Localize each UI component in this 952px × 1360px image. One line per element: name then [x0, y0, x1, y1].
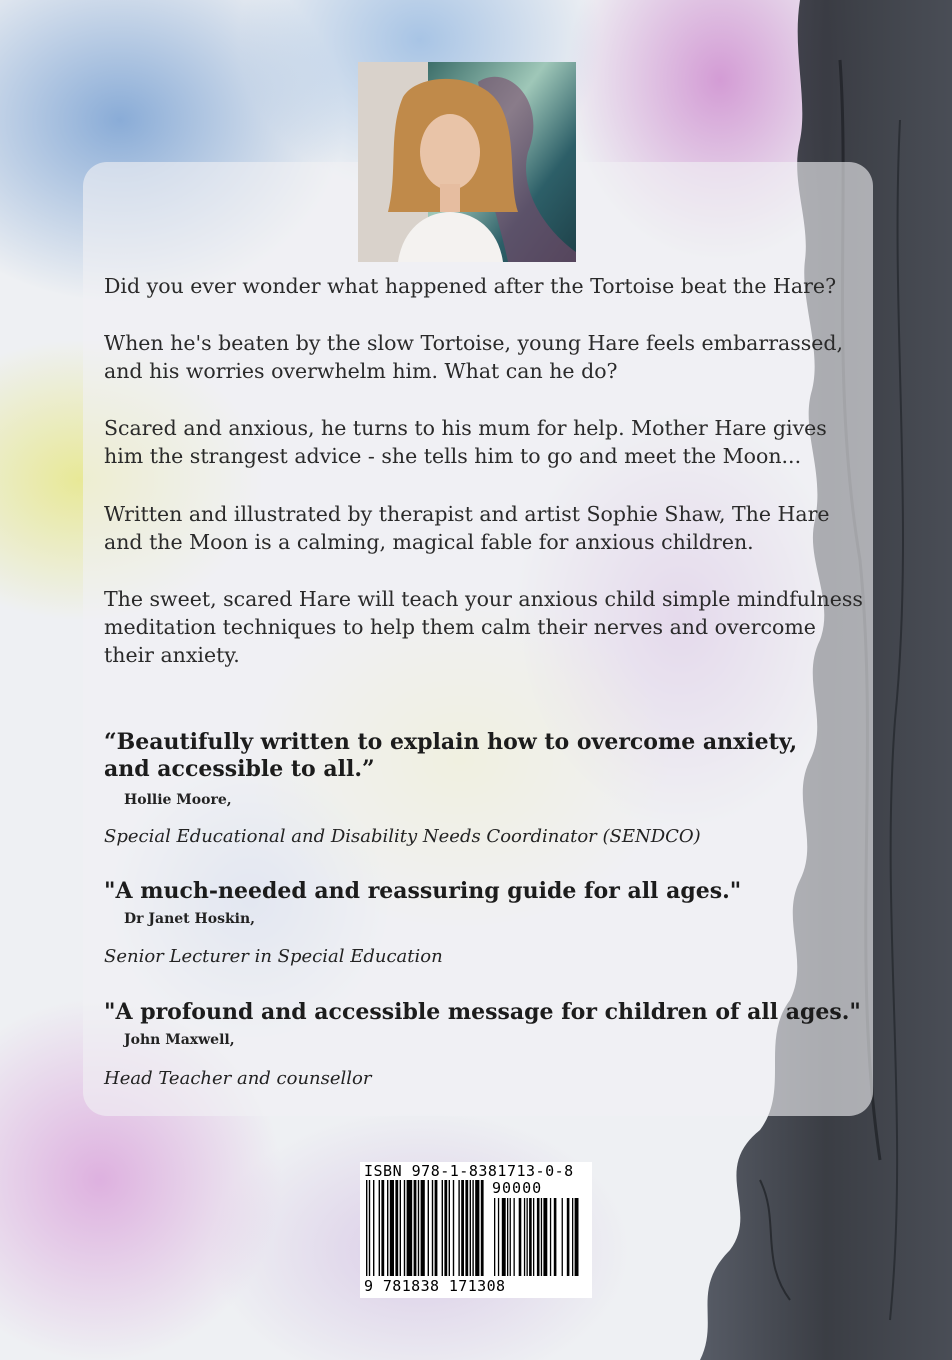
isbn-label: ISBN 978-1-8381713-0-8 — [364, 1162, 574, 1180]
barcode-addon-bar — [494, 1198, 495, 1276]
review-role-2: Senior Lecturer in Special Education — [104, 946, 443, 967]
barcode-bar — [472, 1180, 473, 1276]
review-name-1: Hollie Moore, — [124, 792, 232, 808]
barcode-bar — [373, 1180, 374, 1276]
barcode-bar — [418, 1180, 419, 1276]
barcode-bar — [481, 1180, 484, 1276]
paragraph-mindfulness: The sweet, scared Hare will teach your anxious child simple mindfulness meditation techniques to help them calm their nerves and overcome their anxiety. — [104, 587, 863, 667]
barcode-bar — [435, 1180, 438, 1276]
barcode-addon-bar — [527, 1198, 528, 1276]
review-quote-1: “Beautifully written to explain how to overcome anxiety, and accessible to all.” — [104, 729, 798, 782]
barcode-bar — [366, 1180, 367, 1276]
author-photo — [358, 62, 576, 262]
barcode-addon-bar — [554, 1198, 557, 1276]
paragraph-beaten: When he's beaten by the slow Tortoise, young Hare feels embarrassed, and his worries overwhelm him. What can he do? — [104, 331, 844, 383]
barcode-bar — [458, 1180, 459, 1276]
barcode-bar — [428, 1180, 429, 1276]
barcode-bar — [369, 1180, 370, 1276]
barcode-addon-digits: 90000 — [492, 1179, 543, 1197]
barcode-bar — [390, 1180, 394, 1276]
barcode-bar — [379, 1180, 380, 1276]
review-quote-2: "A much-needed and reassuring guide for all ages." — [104, 878, 742, 904]
barcode-addon-bar — [498, 1198, 499, 1276]
barcode-addon-bar — [567, 1198, 570, 1276]
barcode-bar — [432, 1180, 433, 1276]
barcode-bar — [465, 1180, 468, 1276]
barcode-bar — [461, 1180, 464, 1276]
review-role-3: Head Teacher and counsellor — [104, 1068, 372, 1089]
barcode-bar — [449, 1180, 450, 1276]
paragraph-intro: Did you ever wonder what happened after the Tortoise beat the Hare? — [104, 274, 837, 298]
barcode-bar — [453, 1180, 454, 1276]
barcode-addon-bar — [510, 1198, 511, 1276]
paragraph-advice: Scared and anxious, he turns to his mum for help. Mother Hare gives him the strangest advice - she tells him to go and meet the Moon... — [104, 416, 827, 468]
barcode-addon-bar — [541, 1198, 542, 1276]
barcode-bar — [470, 1180, 471, 1276]
barcode-bar — [475, 1180, 479, 1276]
barcode-bar — [421, 1180, 425, 1276]
barcode-addon-bar — [519, 1198, 522, 1276]
barcode-addon-bar — [502, 1198, 506, 1276]
review-quote-3: "A profound and accessible message for children of all ages." — [104, 999, 861, 1025]
barcode-addon-bar — [514, 1198, 515, 1276]
paragraph-author: Written and illustrated by therapist and artist Sophie Shaw, The Hare and the Moon is a calming, magical fable for anxious children. — [104, 502, 830, 554]
barcode-addon-bar — [537, 1198, 540, 1276]
barcode-bar — [400, 1180, 401, 1276]
barcode-bar — [404, 1180, 405, 1276]
review-name-3: John Maxwell, — [124, 1032, 235, 1048]
barcode-bars — [364, 1180, 588, 1280]
barcode-addon-bar — [572, 1198, 573, 1276]
barcode-bar — [395, 1180, 398, 1276]
barcode-addon-bar — [529, 1198, 532, 1276]
barcode-addon-bar — [533, 1198, 534, 1276]
barcode-ean-digits: 9 781838 171308 — [364, 1277, 506, 1295]
isbn-barcode — [360, 1162, 592, 1298]
barcode-addon-bar — [562, 1198, 563, 1276]
review-name-2: Dr Janet Hoskin, — [124, 911, 256, 927]
barcode-addon-bar — [550, 1198, 551, 1276]
barcode-bar — [442, 1180, 443, 1276]
barcode-bar — [444, 1180, 447, 1276]
barcode-addon-bar — [524, 1198, 525, 1276]
barcode-addon-bar — [507, 1198, 508, 1276]
review-role-1: Special Educational and Disability Needs Coordinator (SENDCO) — [104, 826, 701, 847]
barcode-addon-bar — [543, 1198, 547, 1276]
barcode-bar — [414, 1180, 417, 1276]
barcode-bar — [407, 1180, 413, 1276]
barcode-bar — [387, 1180, 388, 1276]
barcode-addon-bar — [575, 1198, 579, 1276]
barcode-bar — [381, 1180, 384, 1276]
